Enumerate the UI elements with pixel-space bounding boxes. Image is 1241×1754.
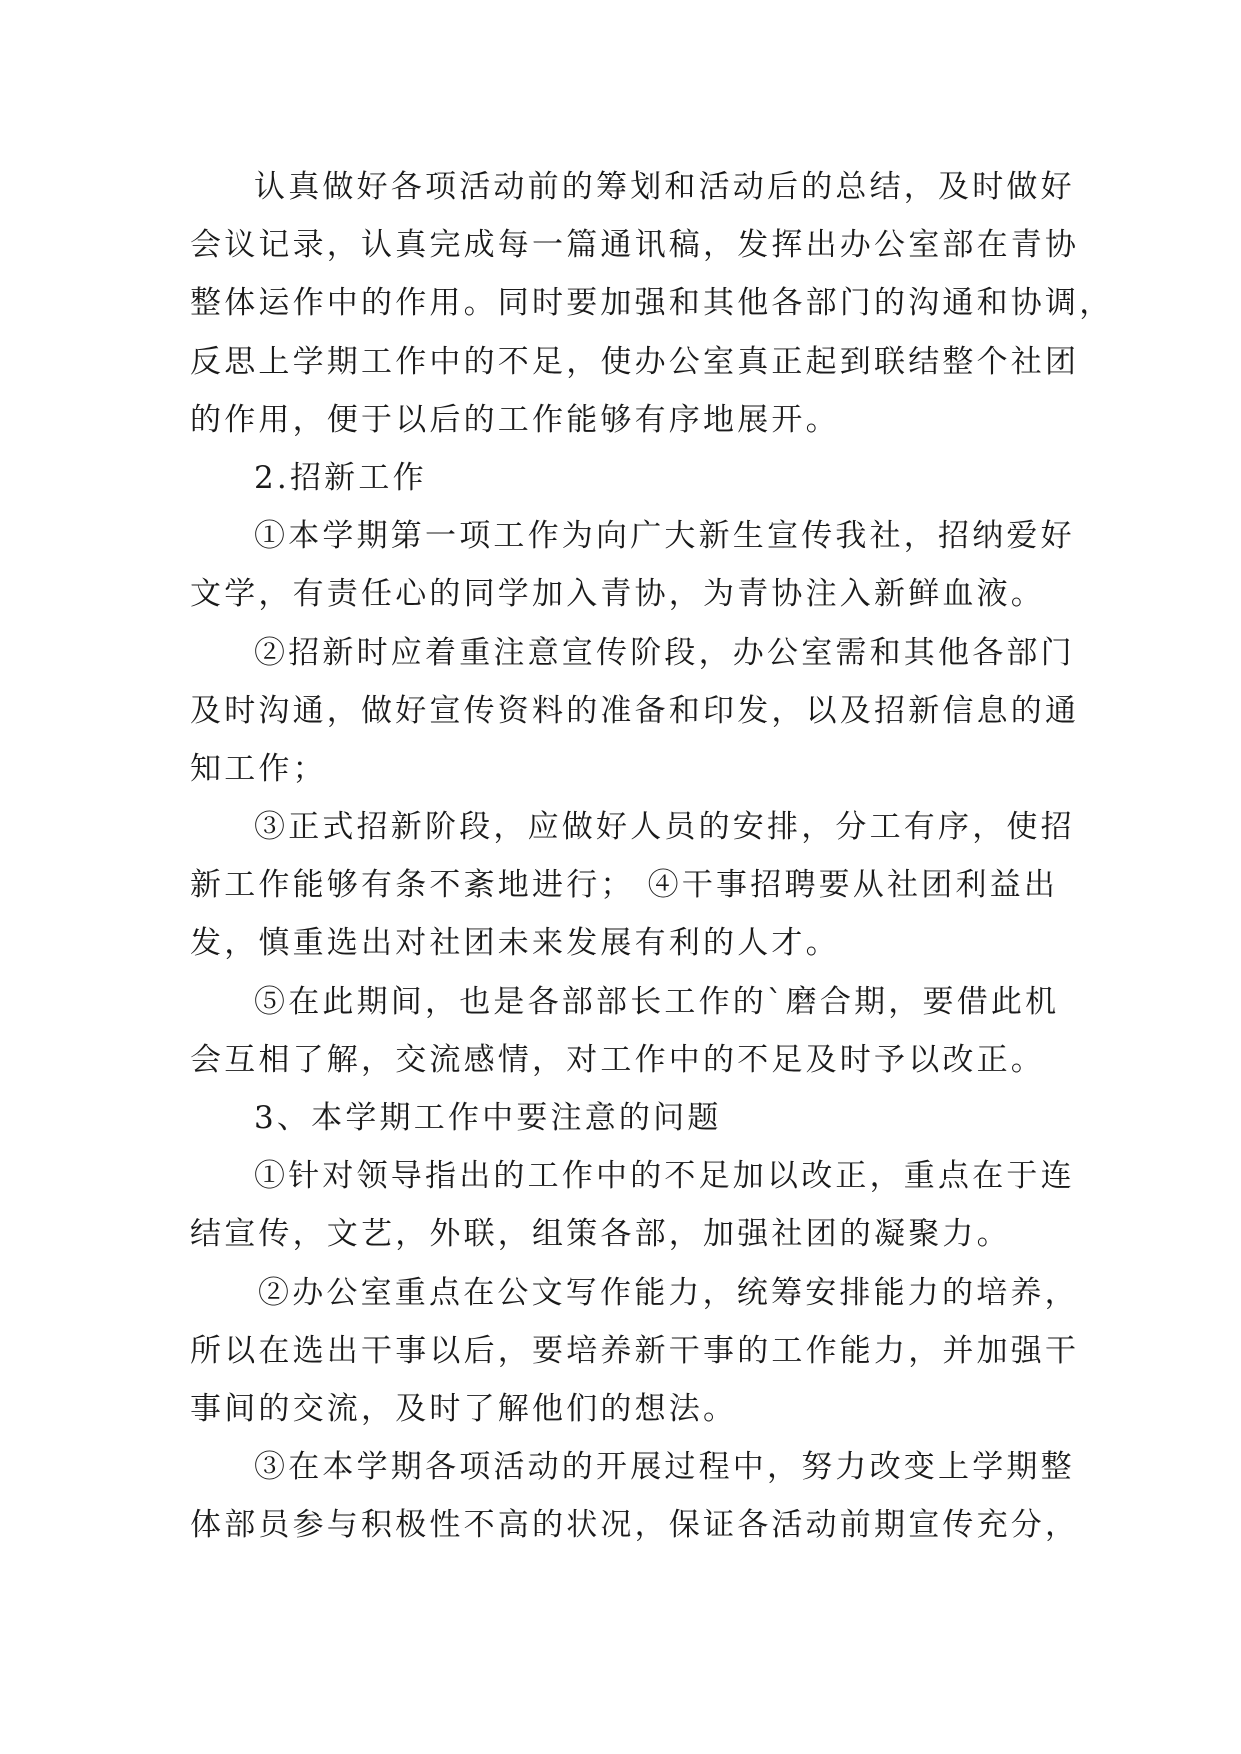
paragraph-line: 文学，有责任心的同学加入青协，为青协注入新鲜血液。 [190, 576, 1045, 613]
paragraph-line: ③正式招新阶段，应做好人员的安排，分工有序，使招 [254, 809, 1075, 846]
paragraph-line: 体部员参与积极性不高的状况，保证各活动前期宣传充分， [190, 1507, 1080, 1544]
paragraph-line: 发，慎重选出对社团未来发展有利的人才。 [190, 925, 840, 962]
paragraph-line: 认真做好各项活动前的筹划和活动后的总结，及时做好 [254, 169, 1075, 205]
section-heading: 3、本学期工作中要注意的问题 [254, 1100, 722, 1136]
paragraph-line: 事间的交流，及时了解他们的想法。 [190, 1390, 738, 1427]
paragraph-line: ①本学期第一项工作为向广大新生宣传我社，招纳爱好 [254, 518, 1075, 555]
paragraph-line: 的作用，便于以后的工作能够有序地展开。 [190, 401, 840, 438]
body-text [190, 158, 1114, 1555]
paragraph-line: 会互相了解，交流感情，对工作中的不足及时予以改正。 [190, 1041, 1045, 1078]
paragraph-line: 知工作； [190, 750, 327, 787]
paragraph-line: 结宣传，文艺，外联，组策各部，加强社团的凝聚力。 [190, 1216, 1011, 1253]
paragraph-line: ②办公室重点在公文写作能力，统筹安排能力的培养， [258, 1274, 1079, 1311]
paragraph-line: ①针对领导指出的工作中的不足加以改正，重点在于连 [254, 1158, 1075, 1195]
paragraph-line: 反思上学期工作中的不足，使办公室真正起到联结整个社团 [190, 343, 1080, 380]
paragraph-line: 会议记录，认真完成每一篇通讯稿，发挥出办公室部在青协 [190, 227, 1080, 264]
paragraph-line: ③在本学期各项活动的开展过程中，努力改变上学期整 [254, 1449, 1075, 1486]
section-heading: 2.招新工作 [254, 459, 427, 496]
paragraph-line: 新工作能够有条不紊地进行； ④干事招聘要从社团利益出 [190, 867, 1059, 904]
paragraph-line: ②招新时应着重注意宣传阶段，办公室需和其他各部门 [254, 634, 1075, 671]
paragraph-line: 及时沟通，做好宣传资料的准备和印发，以及招新信息的通 [190, 692, 1080, 729]
paragraph-line: 所以在选出干事以后，要培养新干事的工作能力，并加强干 [190, 1332, 1080, 1369]
paragraph-line: ⑤在此期间，也是各部部长工作的`磨合期，要借此机 [254, 983, 1060, 1020]
paragraph-line: 整体运作中的作用。同时要加强和其他各部门的沟通和协调， [190, 285, 1114, 322]
